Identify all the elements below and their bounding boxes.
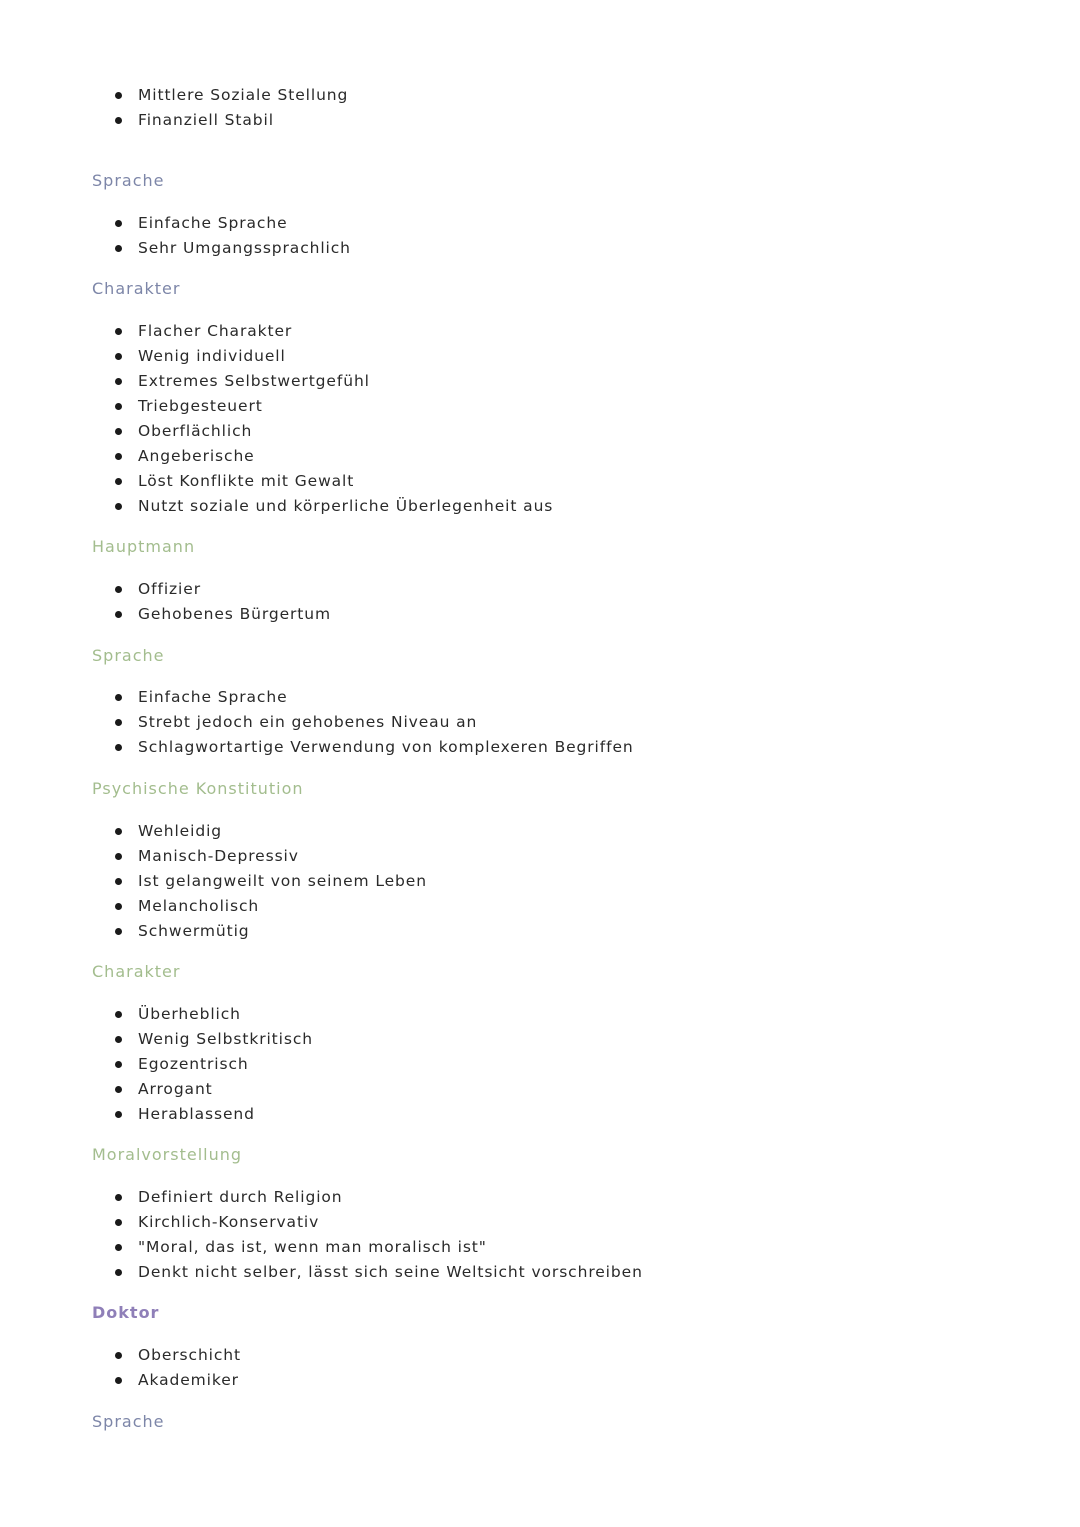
section-heading-psychische-konstitution: Psychische Konstitution — [92, 779, 304, 798]
list-item — [0, 1027, 313, 1052]
hauptmann-list — [0, 577, 331, 627]
section-heading-doktor: Doktor — [92, 1303, 160, 1322]
list-item — [0, 1368, 241, 1393]
list-item-text: Extremes Selbstwertgefühl — [138, 372, 370, 390]
bullet-icon — [115, 378, 122, 385]
list-item — [0, 894, 427, 919]
list-item — [0, 1260, 643, 1285]
list-item-text: Akademiker — [138, 1371, 239, 1389]
list-item-text: Schwermütig — [138, 922, 250, 940]
bullet-icon — [115, 611, 122, 618]
list-item — [0, 577, 331, 602]
bullet-icon — [115, 1269, 122, 1276]
list-item — [0, 1210, 643, 1235]
bullet-icon — [115, 1352, 122, 1359]
list-item — [0, 1002, 313, 1027]
bullet-icon — [115, 744, 122, 751]
psychische-konstitution-list — [0, 819, 427, 944]
bullet-icon — [115, 1194, 122, 1201]
bullet-icon — [115, 853, 122, 860]
bullet-icon — [115, 1377, 122, 1384]
list-item-text: Egozentrisch — [138, 1055, 249, 1073]
list-item — [0, 83, 348, 108]
list-item-text: Angeberische — [138, 447, 255, 465]
charakter-list — [0, 319, 553, 519]
list-item-text: Arrogant — [138, 1080, 213, 1098]
list-item-text: Definiert durch Religion — [138, 1188, 343, 1206]
bullet-icon — [115, 503, 122, 510]
bullet-icon — [115, 1011, 122, 1018]
list-item — [0, 444, 553, 469]
list-item — [0, 1343, 241, 1368]
list-item-text: Wehleidig — [138, 822, 223, 840]
bullet-icon — [115, 1061, 122, 1068]
list-item-text: Offizier — [138, 580, 201, 598]
bullet-icon — [115, 1244, 122, 1251]
list-item — [0, 1185, 643, 1210]
list-item — [0, 344, 553, 369]
list-item-text: Kirchlich-Konservativ — [138, 1213, 320, 1231]
bullet-icon — [115, 828, 122, 835]
bullet-icon — [115, 928, 122, 935]
list-item-text: Gehobenes Bürgertum — [138, 605, 331, 623]
list-item — [0, 710, 634, 735]
list-item — [0, 211, 351, 236]
list-item-text: Denkt nicht selber, lässt sich seine Weltsicht vorschreiben — [138, 1263, 643, 1281]
bullet-icon — [115, 1111, 122, 1118]
list-item — [0, 919, 427, 944]
list-item-text: Ist gelangweilt von seinem Leben — [138, 872, 427, 890]
list-item-text: Melancholisch — [138, 897, 260, 915]
list-item — [0, 419, 553, 444]
list-item — [0, 369, 553, 394]
doktor-list — [0, 1343, 241, 1393]
list-item — [0, 819, 427, 844]
list-item — [0, 685, 634, 710]
social-status-list — [0, 83, 348, 133]
section-heading-charakter: Charakter — [92, 279, 181, 298]
bullet-icon — [115, 478, 122, 485]
bullet-icon — [115, 328, 122, 335]
list-item-text: Oberflächlich — [138, 422, 253, 440]
list-item-text: Triebgesteuert — [138, 397, 263, 415]
list-item — [0, 394, 553, 419]
list-item — [0, 1052, 313, 1077]
list-item — [0, 1102, 313, 1127]
section-heading-sprache-doktor: Sprache — [92, 1412, 165, 1431]
bullet-icon — [115, 220, 122, 227]
bullet-icon — [115, 719, 122, 726]
list-item-text: Überheblich — [138, 1005, 241, 1023]
bullet-icon — [115, 117, 122, 124]
list-item — [0, 602, 331, 627]
charakter-hauptmann-list — [0, 1002, 313, 1127]
list-item — [0, 869, 427, 894]
list-item-text: Flacher Charakter — [138, 322, 293, 340]
list-item — [0, 1077, 313, 1102]
bullet-icon — [115, 403, 122, 410]
list-item-text: Nutzt soziale und körperliche Überlegenheit aus — [138, 497, 554, 515]
bullet-icon — [115, 92, 122, 99]
bullet-icon — [115, 878, 122, 885]
list-item-text: Wenig individuell — [138, 347, 286, 365]
list-item — [0, 469, 553, 494]
bullet-icon — [115, 586, 122, 593]
list-item — [0, 494, 553, 519]
list-item-text: Oberschicht — [138, 1346, 241, 1364]
list-item — [0, 735, 634, 760]
section-heading-moralvorstellung: Moralvorstellung — [92, 1145, 243, 1164]
bullet-icon — [115, 453, 122, 460]
list-item-text: Strebt jedoch ein gehobenes Niveau an — [138, 713, 478, 731]
bullet-icon — [115, 1036, 122, 1043]
sprache-list — [0, 211, 351, 261]
bullet-icon — [115, 1219, 122, 1226]
section-heading-charakter-hauptmann: Charakter — [92, 962, 181, 981]
bullet-icon — [115, 694, 122, 701]
list-item-text: Schlagwortartige Verwendung von komplexeren Begriffen — [138, 738, 634, 756]
list-item — [0, 236, 351, 261]
bullet-icon — [115, 245, 122, 252]
bullet-icon — [115, 903, 122, 910]
bullet-icon — [115, 1086, 122, 1093]
bullet-icon — [115, 353, 122, 360]
list-item — [0, 319, 553, 344]
list-item-text: Einfache Sprache — [138, 688, 288, 706]
bullet-icon — [115, 428, 122, 435]
list-item-text: Finanziell Stabil — [138, 111, 274, 129]
moralvorstellung-list — [0, 1185, 643, 1285]
list-item — [0, 844, 427, 869]
section-heading-sprache-hauptmann: Sprache — [92, 646, 165, 665]
list-item-text: Mittlere Soziale Stellung — [138, 86, 349, 104]
list-item-text: Sehr Umgangssprachlich — [138, 239, 351, 257]
section-heading-hauptmann: Hauptmann — [92, 537, 196, 556]
list-item-text: Löst Konflikte mit Gewalt — [138, 472, 355, 490]
list-item-text: Wenig Selbstkritisch — [138, 1030, 313, 1048]
list-item-text: Herablassend — [138, 1105, 255, 1123]
list-item-text: Einfache Sprache — [138, 214, 288, 232]
list-item — [0, 108, 348, 133]
list-item-text: Manisch-Depressiv — [138, 847, 299, 865]
list-item — [0, 1235, 643, 1260]
section-heading-sprache: Sprache — [92, 171, 165, 190]
sprache-hauptmann-list — [0, 685, 634, 760]
list-item-text: "Moral, das ist, wenn man moralisch ist" — [138, 1238, 487, 1256]
